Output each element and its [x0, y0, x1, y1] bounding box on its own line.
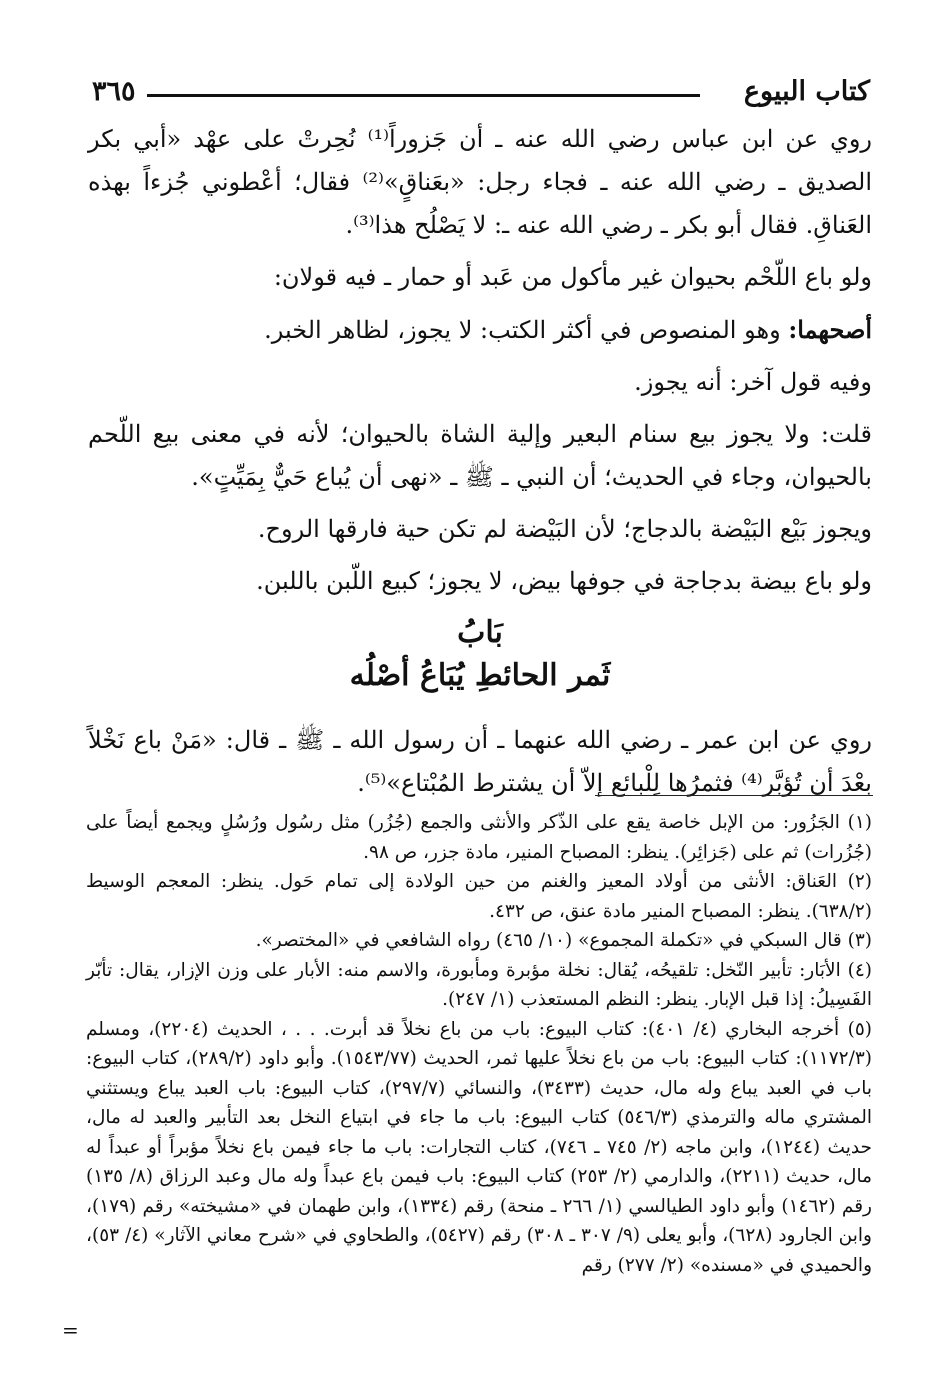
page-header [92, 72, 870, 112]
paragraph: ولو باع اللّحْم بحيوان غير مأكول من عَبد أو حمار ـ فيه قولان: [273, 263, 872, 291]
chapter-title: ثَمر الحائطِ يُبَاعُ أصْلُه [349, 658, 611, 693]
paragraph: وفيه قول آخر: أنه يجوز. [634, 368, 872, 396]
paragraph [88, 308, 872, 352]
paragraph: قلت: ولا يجوز بيع سنام البعير وإلية الشاة بالحيوان؛ لأنه في معنى بيع اللّحم بالحيوان، وجاء في الحديث؛ أن النبي ـ ﷺ ـ «نهى أن يُباع حَيٌّ بِمَيِّتٍ». [88, 420, 872, 491]
footnote: (٢) العَناق: الأنثى من أولاد المعيز والغنم من حين الولادة إلى تمام حَول. ينظر: المعجم الوسيط (٦٣٨/٢). ينظر: المصباح المنير مادة عنق، ص ٤٣٢. [86, 871, 872, 922]
paragraph: ولو باع بيضة بدجاجة في جوفها بيض، لا يجوز؛ كبيع اللّبن باللبن. [256, 567, 872, 595]
paragraph: روي عن ابن عمر ـ رضي الله عنهما ـ أن رسول الله ـ ﷺ ـ قال: «مَنْ باع نَخْلاً بعْدَ أن تُؤبَّر⁽⁴⁾ فثمرُها لِلْبائع إلاّ أن يشترط المُبْتاع»⁽⁵⁾. [88, 726, 872, 797]
footnote: (٣) قال السبكي في «تكملة المجموع» (١٠/ ٤٦٥) رواه الشافعي في «المختصر». [255, 930, 872, 951]
footnotes [86, 808, 872, 1280]
footnote-separator [595, 795, 873, 796]
bold-term: أصحهما: [788, 315, 872, 344]
footnote: (٤) الأبَار: تأبير النّخل: تلقيحُه، يُقال: نخلة مؤبرة ومأبورة، والاسم منه: الأبار على وزن الإزار، يقال: تأبّر الفَسِيلُ: إذا قبل الإبار. ينظر: النظم المستعذب (١/ ٢٤٧). [86, 959, 872, 1010]
page-number: ٣٦٥ [92, 76, 136, 107]
continuation-mark: = [62, 1318, 79, 1342]
chapter-label: بَابُ [457, 615, 503, 650]
paragraph: ويجوز بَيْع البَيْضة بالدجاج؛ لأن البَيْضة لم تكن حية فارقها الروح. [257, 515, 872, 543]
paragraph: روي عن ابن عباس رضي الله عنه ـ أن جَزوراً⁽¹⁾ نُحِرتْ على عهْد «أبي بكر الصديق ـ رضي الله عنه ـ فجاء رجل: «بعَناقٍ»⁽²⁾ فقال؛ أعْطوني جُزءاً بهذه العَناقِ. فقال أبو بكر ـ رضي الله عنه ـ: لا يَصْلُح هذا⁽³⁾. [88, 125, 872, 239]
header-rule [147, 94, 700, 97]
running-title: كتاب البيوع [743, 76, 870, 107]
footnote: (١) الجَزُور: من الإبل خاصة يقع على الذّكر والأنثى والجمع (جُزُر) مثل رسُول ورُسُلٍ ويجمع أيضاً على (جُزُرات) ثم على (جَزائِر). ينظر: المصباح المنير، مادة جزر، ص ٩٨. [86, 812, 872, 863]
footnote: (٥) أخرجه البخاري (٤/ ٤٠١): كتاب البيوع: باب من باع نخلاً قد أبرت. . . ، الحديث (٢٢٠٤)، ومسلم (١١٧٢/٣): كتاب البيوع: باب من باع نخلاً عليها ثمر، الحديث (١٥٤٣/٧٧). وأبو داود (٢٨٩/٢)، كتاب البيوع: باب في العبد يباع وله مال، حديث (٣٤٣٣)، والنسائي (٢٩٧/٧)، كتاب البيوع: باب العبد يباع ويستثني المشتري ماله والترمذي (٥٤٦/٣) كتاب البيوع: باب ما جاء في ابتياع النخل بعد التأبير والعبد له مال، حديث (١٢٤٤)، وابن ماجه (٢/ ٧٤٥ ـ ٧٤٦)، كتاب التجارات: باب ما جاء فيمن باع نخلاً مؤبراً أو عبداً له مال، حديث (٢٢١١)، والدارمي (٢/ ٢٥٣) كتاب البيوع: باب فيمن باع عبداً وله مال وعبد الرزاق (٨/ ١٣٥) رقم (١٤٦٢) وأبو داود الطيالسي (١/ ٢٦٦ ـ منحة) رقم (١٣٣٤)، وابن طهمان في «مشيخته» رقم (١٧٩)، وابن الجارود (٦٢٨)، وأبو يعلى (٩/ ٣٠٧ ـ ٣٠٨) رقم (٥٤٢٧)، والطحاوي في «شرح معاني الآثار» (٤/ ٥٣)، والحميدي في «مسنده» (٢/ ٢٧٧) رقم [86, 1018, 872, 1276]
paragraph-text: وهو المنصوص في أكثر الكتب: لا يجوز، لظاهر الخبر. [264, 316, 789, 344]
main-text [88, 118, 872, 805]
